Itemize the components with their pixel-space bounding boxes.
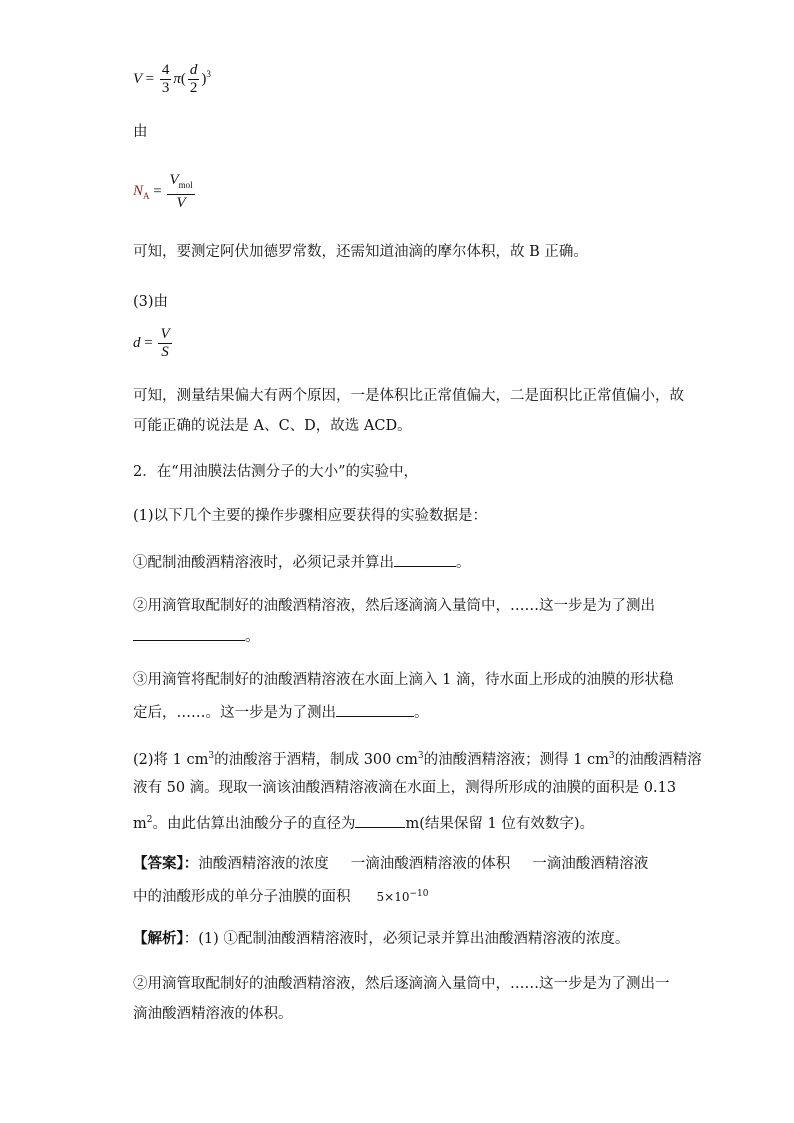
answer-blank[interactable] bbox=[133, 626, 245, 641]
text-you: 由 bbox=[133, 124, 148, 140]
formula-symbol: $N_A$ bbox=[133, 183, 150, 202]
answer-section: 【答案】：油酸酒精溶液的浓度 一滴油酸酒精溶液的体积 一滴油酸酒精溶液 bbox=[133, 855, 649, 872]
fraction-denominator: 3 bbox=[161, 80, 170, 96]
step-1 bbox=[133, 552, 471, 573]
question-part-2: (2)将 1 $cm^3$的油酸溶于酒精，制成 300 $cm^3$的油酸酒精溶液；测得 1 $cm^3$的油酸酒精溶 bbox=[133, 751, 702, 768]
answer-item: 一滴油酸酒精溶液的体积 bbox=[350, 856, 511, 872]
analysis-text: 滴油酸酒精溶液的体积。 bbox=[133, 1006, 293, 1022]
fraction-denominator: S bbox=[161, 344, 169, 360]
punctuation: 。 bbox=[456, 555, 471, 571]
answer-label: 【答案】 bbox=[133, 855, 184, 872]
formula-symbol: d bbox=[133, 334, 141, 351]
fraction-denominator: 2 bbox=[189, 80, 198, 96]
step-3-continued bbox=[133, 702, 429, 723]
analysis-text: ：(1) ①配制油酸酒精溶液时，必须记录并算出油酸酒精溶液的浓度。 bbox=[183, 931, 630, 947]
fraction-d-over-2 bbox=[188, 62, 200, 97]
formula-symbol: = bbox=[153, 183, 162, 200]
step-2-continued bbox=[133, 626, 260, 647]
fraction-denominator: V bbox=[176, 195, 186, 211]
punctuation: 。 bbox=[414, 705, 429, 721]
fraction-numerator: V bbox=[160, 326, 170, 342]
part-label: (3)由 bbox=[133, 294, 169, 310]
formula-exponent: 3 bbox=[206, 68, 211, 79]
paragraph: 可知，测量结果偏大有两个原因，一是体积比正常值偏大，二是面积比正常值偏小，故 bbox=[133, 388, 684, 404]
step-text: ①配制油酸酒精溶液时，必须记录并算出 bbox=[133, 555, 394, 571]
formula-symbol: ) bbox=[201, 70, 207, 87]
answer-blank[interactable] bbox=[394, 552, 456, 567]
punctuation: 。 bbox=[245, 629, 260, 645]
answer-blank[interactable] bbox=[355, 813, 405, 828]
question-part-2-line-3: $m^2$。由此估算出油酸分子的直径为 m(结果保留 1 位有效数字)。 bbox=[133, 810, 594, 834]
formula-symbol: ( bbox=[180, 70, 186, 87]
paragraph: 可知，要测定阿伏加德罗常数，还需知道油滴的摩尔体积，故 B 正确。 bbox=[133, 244, 588, 260]
step-3: ③用滴管将配制好的油酸酒精溶液在水面上滴入 1 滴，待水面上形成的油膜的形状稳 bbox=[133, 672, 674, 688]
analysis-section bbox=[133, 929, 629, 949]
answer-item: $5\times 10^{-10}$ bbox=[376, 889, 429, 904]
answer-item: 一滴油酸酒精溶液 bbox=[532, 856, 649, 872]
fraction-v-over-s bbox=[158, 326, 171, 361]
analysis-text: ②用滴管取配制好的油酸酒精溶液，然后逐滴滴入量筒中，……这一步是为了测出一 bbox=[133, 976, 670, 992]
answer-item: 中的油酸形成的单分子油膜的面积 bbox=[133, 889, 351, 905]
fraction-numerator: d bbox=[189, 62, 198, 78]
formula-symbol: V bbox=[133, 70, 142, 87]
answer-item: 油酸酒精溶液的浓度 bbox=[198, 856, 329, 872]
fraction-numerator: 4 bbox=[161, 62, 170, 78]
answer-section-continued bbox=[133, 884, 428, 907]
analysis-label: 【解析】 bbox=[133, 930, 184, 947]
paragraph: 可能正确的说法是 A、C、D，故选 ACD。 bbox=[133, 418, 412, 434]
answer-blank[interactable] bbox=[336, 702, 414, 717]
step-2: ②用滴管取配制好的油酸酒精溶液，然后逐滴滴入量筒中，……这一步是为了测出 bbox=[133, 598, 655, 614]
question-part-2-line-2: 液有 50 滴。现取一滴该油酸酒精溶液滴在水面上，测得所形成的油膜的面积是 0.13 bbox=[133, 780, 677, 796]
formula-diameter bbox=[133, 326, 174, 361]
formula-symbol: = bbox=[144, 334, 153, 351]
fraction-vmol-over-v bbox=[167, 172, 194, 212]
formula-symbol: π bbox=[173, 70, 181, 87]
fraction-numerator: $V_{mol}$ bbox=[167, 172, 194, 195]
question-title: 2．在“用油膜法估测分子的大小”的实验中， bbox=[133, 464, 419, 480]
formula-symbol: = bbox=[145, 70, 155, 87]
fraction-four-thirds bbox=[160, 62, 172, 97]
formula-avogadro bbox=[133, 172, 197, 212]
formula-volume bbox=[133, 62, 211, 97]
step-text: 定后，……。这一步是为了测出 bbox=[133, 705, 336, 721]
question-intro: (1)以下几个主要的操作步骤相应要获得的实验数据是： bbox=[133, 508, 488, 524]
